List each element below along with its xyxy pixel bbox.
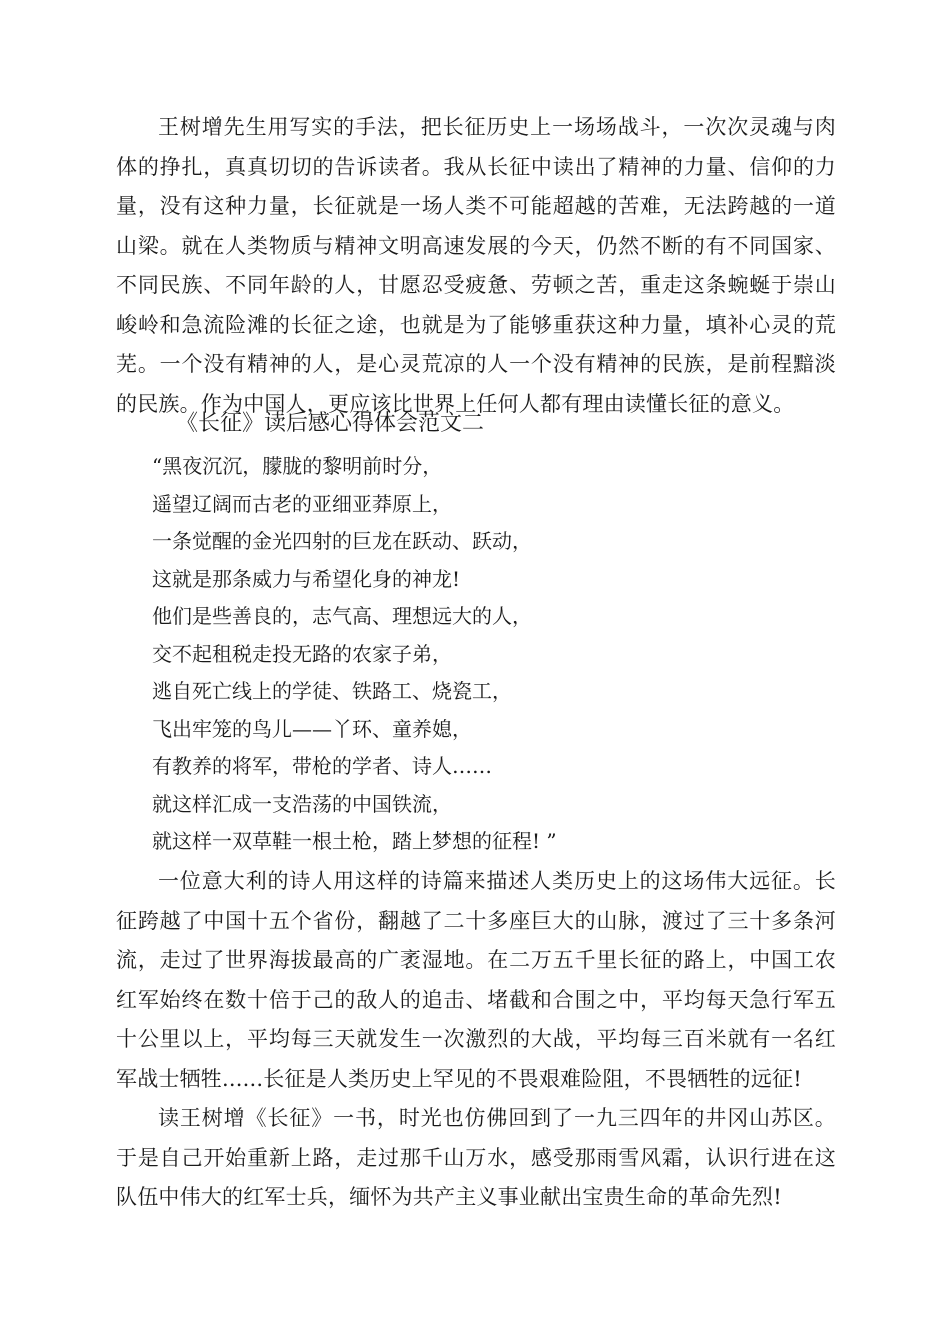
body-paragraph: 读王树增《长征》一书，时光也仿佛回到了一九三四年的井冈山苏区。于是自己开始重新上路，走过那千山万水，感受那雨雪风霜，认识行进在这队伍中伟大的红军士兵，缅怀为共产主义事业献出宝贵生命的革命先烈! [116,1106,836,1209]
poem-line: 一条觉醒的金光四射的巨龙在跃动、跃动， [152,529,532,553]
poem-line: “黑夜沉沉，朦胧的黎明前时分， [152,454,443,478]
poem-line: 逃自死亡线上的学徒、铁路工、烧瓷工， [152,679,512,703]
section-heading: 《长征》读后感心得体会范文二 [176,411,485,436]
poem-line: 就这样汇成一支浩荡的中国铁流， [152,791,452,816]
poem-line: 遥望辽阔而古老的亚细亚莽原上， [152,491,452,516]
poem-line: 交不起租税走投无路的农家子弟， [152,641,452,666]
body-paragraph: 一位意大利的诗人用这样的诗篇来描述人类历史上的这场伟大远征。长征跨越了中国十五个省份，翻越了二十多座巨大的山脉，渡过了三十多条河流，走过了世界海拔最高的广袤湿地。在二万五千里长征的路上，中国工农红军始终在数十倍于己的敌人的追击、堵截和合围之中，平均每天急行军五十公里以上，平均每三天就发生一次激烈的大战，平均每三百米就有一名红军战士牺牲......长征是人类历史上罕见的不畏艰难险阻，不畏牺牲的远征! [116,869,836,1091]
poem-block [152,448,557,861]
poem-line: 飞出牢笼的鸟儿——丫环、童养媳， [152,716,472,741]
poem-line: 他们是些善良的，志气高、理想远大的人， [152,604,532,628]
poem-line: 有教养的将军，带枪的学者、诗人…… [152,754,492,778]
poem-line: 就这样一双草鞋一根土枪，踏上梦想的征程! ” [152,829,557,853]
poem-line: 这就是那条威力与希望化身的神龙! [152,566,461,591]
body-paragraph: 王树增先生用写实的手法，把长征历史上一场场战斗，一次次灵魂与肉体的挣扎，真真切切的告诉读者。我从长征中读出了精神的力量、信仰的力量，没有这种力量，长征就是一场人类不可能超越的苦难，无法跨越的一道山梁。就在人类物质与精神文明高速发展的今天，仍然不断的有不同国家、不同民族、不同年龄的人，甘愿忍受疲惫、劳顿之苦，重走这条蜿蜒于崇山峻岭和急流险滩的长征之途，也就是为了能够重获这种力量，填补心灵的荒芜。一个没有精神的人，是心灵荒凉的人一个没有精神的民族，是前程黯淡的民族。作为中国人，更应该比世界上任何人都有理由读懂长征的意义。 [116,115,836,416]
